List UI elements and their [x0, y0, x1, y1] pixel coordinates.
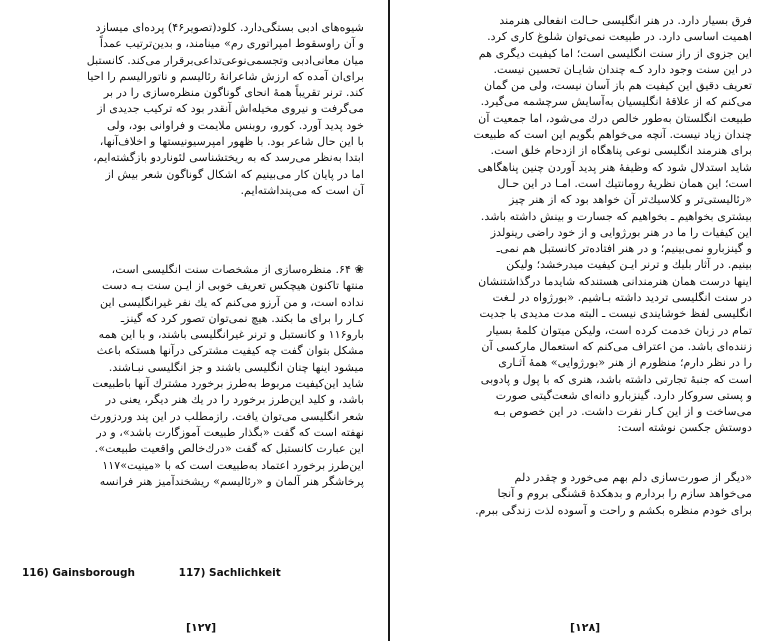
footnote-116: 116) Gainsborough: [22, 567, 135, 579]
text-line: نداده است، و من آرزو می‌کنم که یك نفر غیرانگلیسی این: [99, 295, 364, 309]
text-line: آن است که می‌پنداشته‌ایم.: [240, 183, 364, 197]
quote-line: می‌خواهد سازم را بردارم و بدهکدهٔ قشنگی بروم و آنجا: [497, 487, 752, 501]
text-line: میان معانی‌ادبی وتجسمی‌نوعی‌تداعی‌برقرار می‌کند. کانستبل: [86, 53, 364, 67]
text-line: چندان زیاد نیست. آنچه می‌خواهم بگویم این است که طبیعت: [473, 128, 752, 142]
quote-line: برای خودم منظره بکشم و راحت و آسوده لذت زندگی ببرم.: [475, 503, 752, 517]
text-line: پرخاشگر هنر آلمان و «رئالیسم» ریشخندآمیز هنر فرانسه: [99, 474, 364, 488]
text-line-content: ۶۴. منظره‌سازی از مشخصات سنت انگلیسی است،: [111, 263, 352, 276]
text-line: ابتدا به‌نظر می‌رسد که به ریختشناسی لئوناردو بازگشته‌ایم،: [93, 151, 364, 165]
text-line: این کیفیات را ما در هنر بورژوایی و از خود راضی رینولدز: [490, 225, 752, 239]
text-line: «رئالیستی‌تر و کلاسیك‌تر آن خواهد بود که از هنر چیز: [509, 193, 752, 207]
text-line: اهمیت اساسی دارد. در طبیعت نمی‌توان شلوغ کاری کرد.: [487, 30, 752, 44]
text-line: بارو۱۱۶ و کانستبل و ترنر غیرانگلیسی باشند، و با این همه: [98, 328, 364, 342]
text-line: زننده‌ای باشد. من اعتراف می‌کنم که استعمال مارکسی آن: [481, 339, 752, 353]
text-line: میشود اینها چنان انگلیسی باشند و جز انگلیسی نبـاشند.: [108, 360, 364, 374]
text-line: است که جنبهٔ تجارتی داشته باشد، هنری که با پول و پادوبی: [480, 372, 752, 386]
right-quote: [410, 470, 752, 519]
text-line: این عبارت کانستبل که گفت «درك‌خالص واقعیت طبیعت».: [94, 442, 364, 456]
text-line: برای هنرمند انگلیسی نوعی پناهگاه از ازدحام خلق است.: [490, 144, 752, 158]
paragraph-ornament-icon: ❀: [351, 263, 364, 276]
text-line: [24, 262, 364, 278]
text-line: فرق بسیار دارد. در هنر انگلیسی حـالت انفعالی هنرمند: [499, 14, 752, 27]
text-line: بیشتری بخواهیم ـ بخواهیم که جسارت و بینش داشته باشد.: [480, 209, 752, 223]
right-paragraph-1: [410, 13, 752, 437]
text-line: مشکل بتوان گفت چه کیفیت مشترکی درآنها هستکه باعث: [96, 344, 364, 358]
text-line: با این حال شاعر بود. با ظهور امپرسیونیستها و اخلاف‌آنها،: [99, 135, 364, 149]
text-line: می‌کنم که از علاقهٔ انگلیسیان به‌آسایش سرچشمه می‌گیرد.: [480, 95, 752, 109]
text-line: نهفته است که گفت «بگذار طبیعت آموزگارت باشد»، و در: [96, 425, 364, 439]
page-number-right: [۱۲۸]: [570, 621, 601, 634]
left-paragraph-1: [24, 20, 364, 199]
text-line: می‌گرفت و نیروی مخیله‌اش آنقدر بود که ترکیب جدیدی از: [97, 102, 364, 116]
text-line: و آن راوسقوط امپراتوری رم» مینامند، و بدین‌ترتیب عمداً: [99, 37, 364, 51]
text-line: کند. ترنر تقریباً همهٔ انحای گوناگون منظره‌سازی را در بر: [103, 86, 364, 100]
text-line: این جزوی از راز سنت انگلیسی است؛ اما کیفیت دیگری هم: [478, 46, 752, 60]
text-line: می‌ساخت و از این کـار نفرت داشت. در این خصوص بـه: [493, 405, 752, 419]
text-line: تعریف دقیق این کیفیت هم باز آسان نیست، ولی من گمان: [484, 79, 752, 93]
text-line: اینها درست همان هنرمندانی هستندکه شایدما درگذاشتنشان: [478, 274, 752, 288]
footnotes: [22, 567, 362, 579]
text-line: اما در پایان کار می‌بینیم که اشکال گوناگون شعر بیش از: [105, 167, 364, 181]
text-line: باشد، و کلید این‌طرز برخورد را در یك هنر دیگر، یعنی در: [105, 393, 364, 407]
text-line: است؛ این همان نظریهٔ رومانتیك است. امـا در این حـال: [497, 176, 752, 190]
text-line: و گینزبارو نمی‌بینیم؛ و در هنر افتاده‌تر کانستبل هم نمی‌ـ: [496, 242, 752, 256]
footnote-117: 117) Sachlichkeit: [178, 567, 281, 579]
text-line: شیوه‌های ادبی بستگی‌دارد. کلود(تصویر۴۶) پرده‌ای میسازد: [95, 21, 364, 34]
text-line: خود پدید آورد. کورو، روبنس ملایمت و فراوانی بود، ولی: [106, 118, 364, 132]
text-line: شعر انگلیسی می‌توان یافت. رازمطلب در این پند وردزورث: [90, 409, 364, 423]
text-line: را در نظر دارم؛ منظورم از هنر «بورژوایی» همهٔ آثـاری: [498, 356, 752, 370]
text-line: دوستش جکسن نوشته است:: [617, 421, 752, 435]
quote-line: «دیگر از صورت‌سازی دلم بهم می‌خورد و چقدر دلم: [514, 471, 752, 484]
page-number-left: [۱۲۷]: [186, 621, 217, 634]
text-line: تمام در زبان خدمت کرده است، ولیکن میتوان کلمهٔ بسیار: [486, 323, 752, 337]
text-line: شاید این‌کیفیت مربوط به‌طرز برخورد مشترك آنها باطبیعت: [92, 377, 364, 391]
left-paragraph-2: [24, 262, 364, 490]
text-line: منتها تاکنون هیچکس تعریف خوبی از ایـن سنت بـه دست: [102, 279, 364, 293]
text-line: طبیعت انگلستان به‌طور خالص درك می‌شود، اما جمعیت آن: [478, 111, 752, 125]
text-line: در این سنت وجود دارد کـه چندان شایـان تحسین نیست.: [493, 62, 752, 76]
text-line: در سنت انگلیسی تردید داشته بـاشیم. «بورژواه در لـغت: [492, 291, 752, 305]
text-line: این‌طرز برخورد اعتماد به‌طبیعت است که با «مینیت»۱۱۷: [102, 458, 364, 472]
text-line: برای‌ان آمده که ارزش شاعرانهٔ رئالیسم و ناتورالیسم را احیا: [86, 69, 364, 83]
text-line: کـار را برای ما بکند. هیچ نمی‌توان تصور کرد که گینزـ: [120, 311, 364, 325]
text-line: و پستی سروکار دارد. گینزبارو دانه‌ای شعت‌گیتی صورت: [495, 388, 752, 402]
right-page: [390, 0, 774, 641]
text-line: شاید استدلال شود که وظیفهٔ هنر پدید آوردن چنین پناهگاهی: [477, 160, 752, 174]
text-line: بینیم. در آثار بلیك و ترنر ایـن کیفیت میدرخشد؛ ولیکن: [506, 258, 752, 272]
text-line: انگلیسی لفظ خوشایندی نیست ـ البته مدت مدیدی با جدیت: [479, 307, 752, 321]
